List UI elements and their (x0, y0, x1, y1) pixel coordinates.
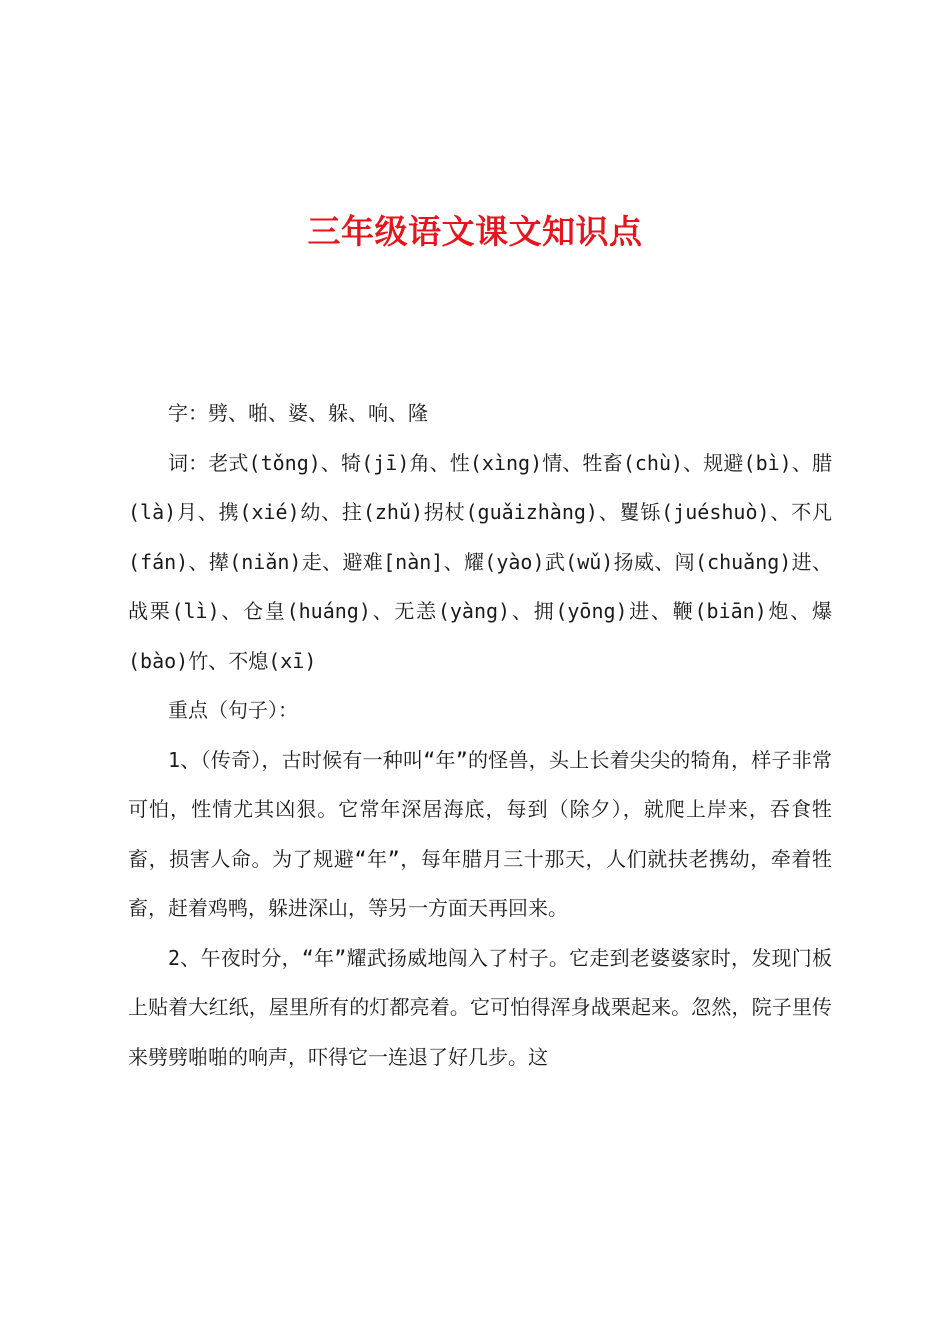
paragraph-vocabulary: 词：老式(tǒng)、犄(jī)角、性(xìng)情、牲畜(chù)、规避(bì)、腊(là)月、携(xié)幼、拄(zhǔ)拐杖(guǎizhàng)、矍铄(juéshuò)、不凡(fán)、撵(niǎn)走、避难[nàn]、耀(yào)武(wǔ)扬威、闯(chuǎng)进、战栗(lì)、仓皇(huáng)、无恙(yàng)、拥(yōng)进、鞭(biān)炮、爆(bào)竹、不熄(xī) (128, 450, 832, 673)
paragraph-sentence-1: 1、（传奇），古时候有一种叫“年”的怪兽，头上长着尖尖的犄角，样子非常可怕，性情尤其凶狠。它常年深居海底，每到（除夕），就爬上岸来，吞食牲畜，损害人命。为了规避“年”，每年腊月三十那天，人们就扶老携幼，牵着牲畜，赶着鸡鸭，躲进深山，等另一方面天再回来。 (128, 747, 832, 920)
document-body (128, 389, 832, 1082)
paragraph-characters: 字：劈、啪、婆、躲、响、隆 (168, 401, 428, 425)
paragraph-key-sentences-heading: 重点（句子）： (168, 698, 298, 722)
paragraph-sentence-2: 2、午夜时分，“年”耀武扬威地闯入了村子。它走到老婆婆家时，发现门板上贴着大红纸，屋里所有的灯都亮着。它可怕得浑身战栗起来。忽然，院子里传来劈劈啪啪的响声，吓得它一连退了好几步。这 (128, 945, 832, 1069)
document-title: 三年级语文课文知识点 (307, 212, 643, 251)
